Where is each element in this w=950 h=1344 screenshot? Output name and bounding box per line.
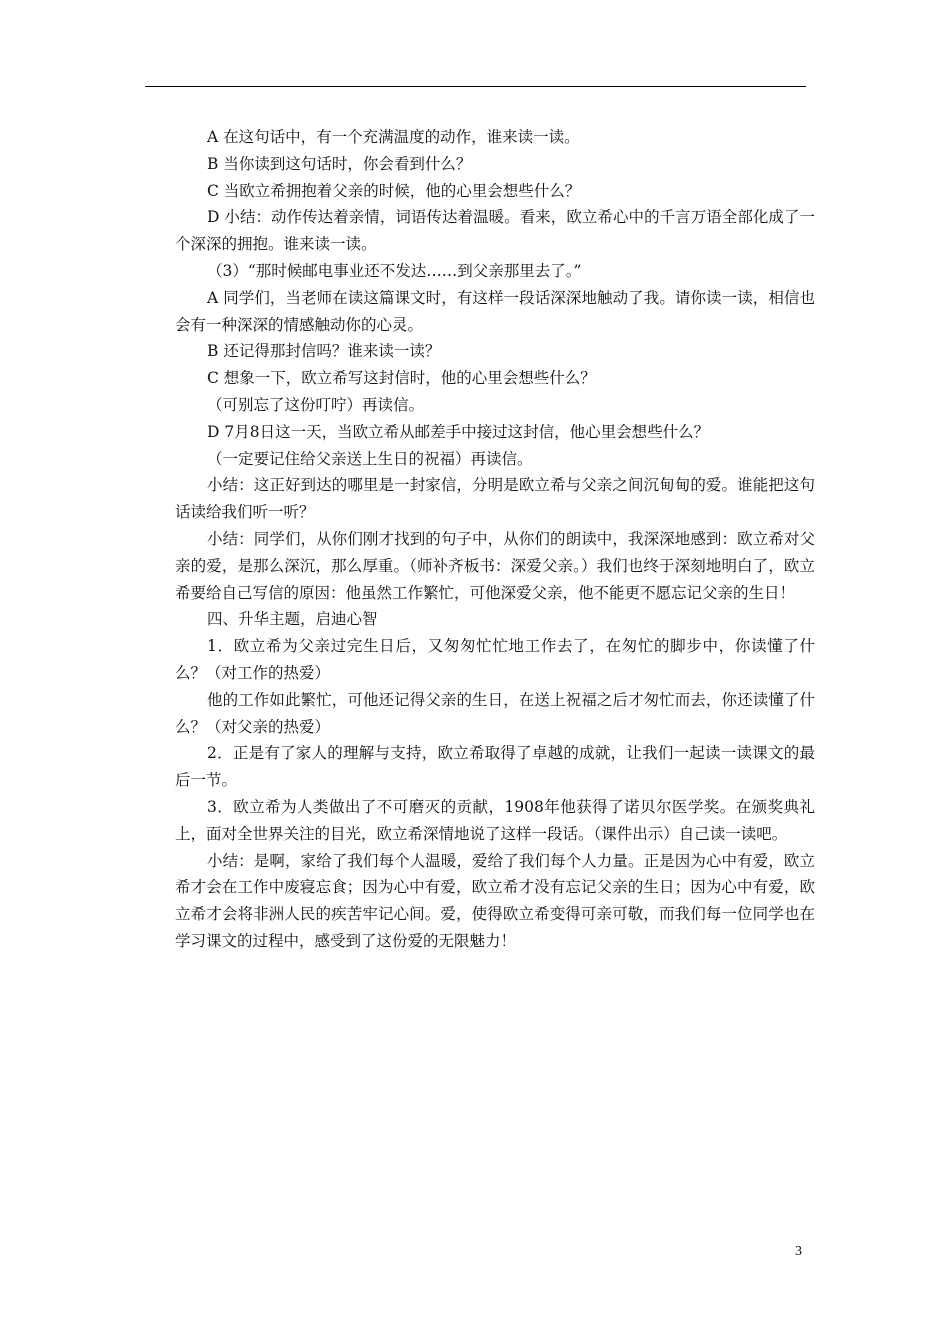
paragraph: 1．欧立希为父亲过完生日后，又匆匆忙忙地工作去了，在匆忙的脚步中，你读懂了什么？（对工作的热爱）: [175, 637, 815, 682]
paragraph: （一定要记住给父亲送上生日的祝福）再读信。: [207, 449, 533, 468]
paragraph: B 当你读到这句话时，你会看到什么？: [207, 154, 472, 173]
paragraph: B 还记得那封信吗？谁来读一读？: [207, 342, 441, 361]
page-number: 3: [795, 1244, 802, 1259]
paragraph: 小结：同学们，从你们刚才找到的句子中，从你们的朗读中，我深深地感到：欧立希对父亲的爱，是那么深沉，那么厚重。（师补齐板书：深爱父亲。）我们也终于深刻地明白了，欧立希要给自己写信的原因：他虽然工作繁忙，可他深爱父亲，他不能更不愿忘记父亲的生日！: [175, 529, 815, 602]
paragraph: 3．欧立希为人类做出了不可磨灭的贡献，1908年他获得了诺贝尔医学奖。在颁奖典礼上，面对全世界关注的目光，欧立希深情地说了这样一段话。（课件出示）自己读一读吧。: [175, 797, 815, 843]
paragraph: 小结：是啊，家给了我们每个人温暖，爱给了我们每个人力量。正是因为心中有爱，欧立希才会在工作中废寝忘食；因为心中有爱，欧立希才没有忘记父亲的生日；因为心中有爱，欧立希才会将非洲人民的疾苦牢记心间。爱，使得欧立希变得可亲可敬，而我们每一位同学也在学习课文的过程中，感受到了这份爱的无限魅力！: [175, 851, 815, 950]
paragraph: （可别忘了这份叮咛）再读信。: [207, 395, 425, 414]
paragraph: D 小结：动作传达着亲情，词语传达着温暖。看来，欧立希心中的千言万语全部化成了一个深深的拥抱。谁来读一读。: [175, 208, 815, 254]
paragraph: C 想象一下，欧立希写这封信时，他的心里会想些什么？: [207, 369, 596, 388]
paragraph: D 7月8日这一天，当欧立希从邮差手中接过这封信，他心里会想些什么？: [207, 422, 710, 441]
paragraph: 他的工作如此繁忙，可他还记得父亲的生日，在送上祝福之后才匆忙而去，你还读懂了什么？（对父亲的热爱）: [175, 690, 815, 736]
paragraph: 2．正是有了家人的理解与支持，欧立希取得了卓越的成就，让我们一起读一读课文的最后一节。: [175, 744, 815, 790]
section-heading: 四、升华主题，启迪心智: [207, 610, 378, 629]
paragraph: （3）“那时候邮电事业还不发达……到父亲那里去了。”: [207, 261, 582, 280]
paragraph: A 同学们，当老师在读这篇课文时，有这样一段话深深地触动了我。请你读一读，相信也会有一种深深的情感触动你的心灵。: [175, 288, 815, 334]
paragraph: A 在这句话中，有一个充满温度的动作，谁来读一读。: [207, 128, 580, 146]
header-rule: [145, 86, 806, 87]
paragraph: C 当欧立希拥抱着父亲的时候，他的心里会想些什么？: [207, 181, 581, 200]
document-body: [175, 124, 815, 955]
paragraph: 小结：这正好到达的哪里是一封家信，分明是欧立希与父亲之间沉甸甸的爱。谁能把这句话读给我们听一听？: [175, 476, 815, 522]
